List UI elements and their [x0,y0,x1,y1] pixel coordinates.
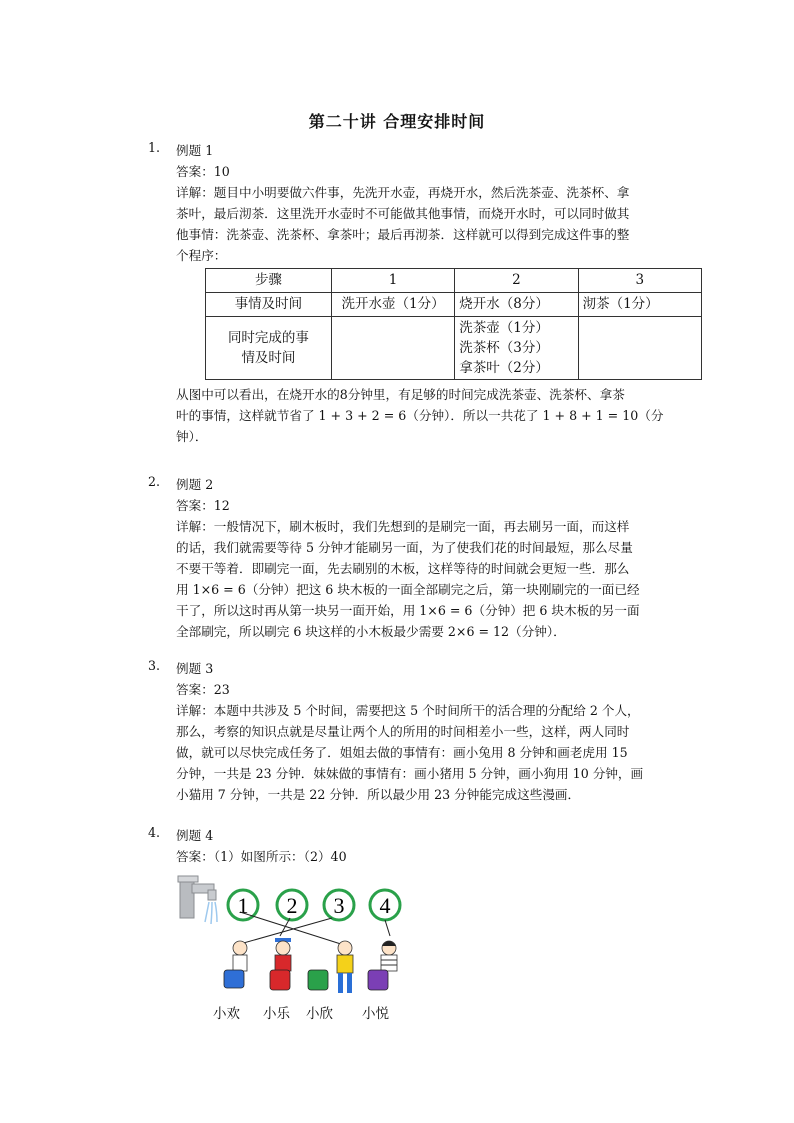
detail-line: 叶的事情，这样就节省了 1 + 3 + 2 = 6（分钟）．所以一共花了 1 + 8 + 1 = 10（分 [176,408,664,423]
detail-line: 钟）． [176,429,208,444]
question-number: 4. [148,825,161,840]
question-label: 例题 2 [176,477,214,492]
detail-paragraph [176,182,708,266]
detail-line: 分钟，一共是 23 分钟．妹妹做的事情有：画小猪用 5 分钟，画小狗用 10 分钟，画 [176,766,644,781]
question-number: 1. [148,140,161,155]
kid-name-label: 小欣 [306,1006,333,1022]
table-cell: 洗开水壶（1分） [331,293,454,317]
table-cell: 沏茶（1分） [578,293,701,317]
answer-line: 答案：23 [176,682,230,697]
question-label: 例题 3 [176,661,214,676]
table-cell: 烧开水（8分） [455,293,578,317]
circle-label: 4 [379,893,391,918]
number-circles [228,890,400,920]
page-title: 第二十讲 合理安排时间 [308,112,486,131]
table-cell [455,317,578,380]
table-header-cell: 3 [578,269,701,293]
detail-line: 详解：一般情况下，刷木板时，我们先想到的是刷完一面，再去刷另一面，而这样 [176,519,630,534]
steps-table [205,268,702,380]
answer-line: 答案：10 [176,164,230,179]
kid-icon [308,941,353,993]
table-item: 洗茶杯（3分） [459,340,549,356]
detail-line: 他事情：洗茶壶、洗茶杯、拿茶叶；最后再沏茶．这样就可以得到完成这件事的整 [176,227,630,242]
faucet-assignment-figure [172,872,422,1022]
detail-line: 不要干等着．即刷完一面，先去刷别的木板，这样等待的时间就会更短一些．那么 [176,561,630,576]
detail-line: 从图中可以看出，在烧开水的8分钟里，有足够的时间完成洗茶壶、洗茶杯、拿茶 [176,387,625,402]
circle-label: 2 [286,893,298,918]
table-cell [206,317,332,380]
answer-line: 答案：12 [176,498,230,513]
answer-line: 答案：（1）如图所示：（2）40 [176,849,347,864]
detail-line: 做，就可以尽快完成任务了．姐姐去做的事情有：画小兔用 8 分钟和画老虎用 15 [176,745,628,760]
kid-name-label: 小悦 [362,1006,389,1022]
detail-line: 茶叶，最后沏茶．这里洗开水壶时不可能做其他事情，而烧开水时，可以同时做其 [176,206,630,221]
kid-icon [224,941,247,988]
table-header-cell: 2 [455,269,578,293]
kid-icon [270,938,291,990]
circle-label: 3 [333,893,345,918]
detail-line: 用 1×6 = 6（分钟）把这 6 块木板的一面全部刷完之后，第一块刚刷完的一面已经 [176,582,640,597]
kid-name-label: 小欢 [213,1006,240,1022]
detail-line: 全部刷完，所以刷完 6 块这样的小木板最少需要 2×6 = 12（分钟）． [176,624,566,639]
question-number: 2. [148,474,161,489]
faucet-icon [178,876,217,924]
detail-line: 的话，我们就需要等待 5 分钟才能刷另一面，为了使我们花的时间最短，那么尽量 [176,540,633,555]
question-number: 3. [148,658,161,673]
kid-name-label: 小乐 [263,1006,290,1022]
detail-line: 详解：题目中小明要做六件事，先洗开水壶，再烧开水，然后洗茶壶、洗茶杯、拿 [176,185,630,200]
assignment-lines [240,912,390,945]
table-item: 洗茶壶（1分） [459,320,549,336]
detail-line: 干了，所以这时再从第一块另一面开始，用 1×6 = 6（分钟）把 6 块木板的另一面 [176,603,640,618]
detail-line: 那么，考察的知识点就是尽量让两个人的所用的时间相差小一些，这样，两人同时 [176,724,630,739]
kid-figures [224,938,397,993]
table-header-cell: 1 [331,269,454,293]
row-label: 同时完成的事情及时间 [227,330,309,366]
kid-icon [368,941,397,990]
table-cell-empty [331,317,454,380]
table-item: 拿茶叶（2分） [459,360,549,376]
detail-line: 详解：本题中共涉及 5 个时间，需要把这 5 个时间所干的活合理的分配给 2 个人， [176,703,640,718]
table-cell-empty [578,317,701,380]
table-header-cell: 步骤 [206,269,332,293]
question-label: 例题 4 [176,828,214,843]
detail-line: 个程序： [176,248,227,263]
detail-line: 小猫用 7 分钟，一共是 22 分钟．所以最少用 23 分钟能完成这些漫画． [176,787,581,802]
table-cell: 事情及时间 [206,293,332,317]
circle-label: 1 [237,893,249,918]
question-label: 例题 1 [176,143,214,158]
